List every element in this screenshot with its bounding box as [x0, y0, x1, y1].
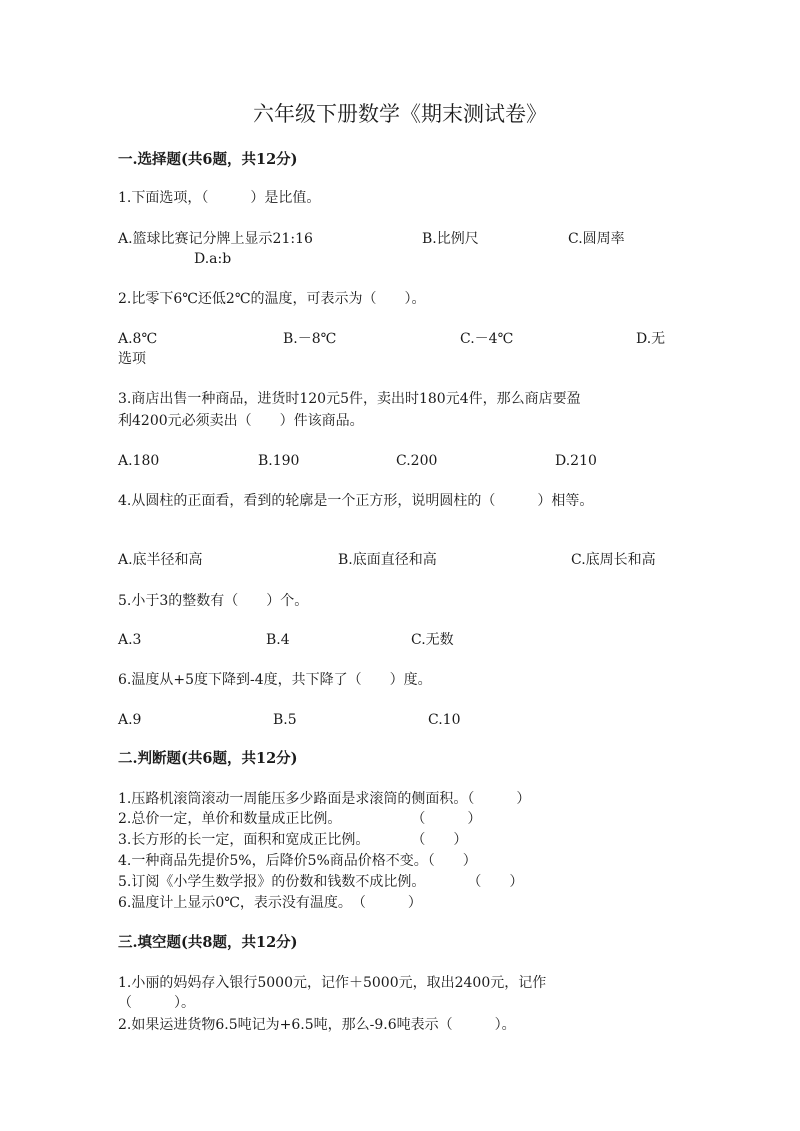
question-stem: 3.商店出售一种商品，进货时120元5件，卖出时180元4件，那么商店要盈 [118, 391, 581, 407]
question-stem-continuation: 利4200元必须卖出（ ）件该商品。 [118, 413, 364, 429]
option-b: B.190 [258, 453, 300, 469]
judgement-item: 2.总价一定，单价和数量成正比例。 （ ） [118, 811, 482, 827]
option-c: C.无数 [411, 632, 454, 648]
page-title: 六年级下册数学《期末测试卷》 [253, 102, 547, 126]
judgement-item: 4.一种商品先提价5%，后降价5%商品价格不变。（ ） [118, 853, 477, 869]
option-c: C.圆周率 [568, 231, 625, 247]
option-d: D.210 [555, 453, 597, 469]
option-a: A.8℃ [118, 331, 158, 347]
option-d: D.无 [636, 331, 666, 347]
question-stem: 4.从圆柱的正面看，看到的轮廓是一个正方形，说明圆柱的（ ）相等。 [118, 493, 594, 509]
fill-in-item: 1.小丽的妈妈存入银行5000元，记作＋5000元，取出2400元，记作 [118, 975, 547, 991]
option-d-continuation: 选项 [118, 351, 146, 367]
question-stem: 5.小于3的整数有（ ）个。 [118, 593, 309, 609]
question-stem: 6.温度从+5度下降到-4度，共下降了（ ）度。 [118, 672, 432, 688]
option-a: A.9 [118, 712, 142, 728]
option-c: C.－4℃ [460, 331, 514, 347]
option-d: D.a:b [194, 251, 232, 267]
section-heading-choice: 一.选择题(共6题，共12分) [118, 151, 298, 168]
option-c: C.底周长和高 [571, 552, 656, 568]
option-a: A.底半径和高 [118, 552, 203, 568]
option-b: B.比例尺 [422, 231, 479, 247]
judgement-item: 6.温度计上显示0℃，表示没有温度。 （ ） [118, 895, 422, 911]
judgement-item: 5.订阅《小学生数学报》的份数和钱数不成比例。 （ ） [118, 874, 524, 890]
fill-in-item-continuation: （ ）。 [118, 995, 195, 1011]
option-b: B.5 [273, 712, 297, 728]
option-c: C.200 [396, 453, 438, 469]
judgement-item: 1.压路机滚筒滚动一周能压多少路面是求滚筒的侧面积。（ ） [118, 791, 531, 807]
section-heading-fill-in: 三.填空题(共8题，共12分) [118, 934, 298, 951]
option-b: B.－8℃ [283, 331, 337, 347]
option-a: A.180 [118, 453, 160, 469]
option-a: A.篮球比赛记分牌上显示21:16 [118, 231, 313, 247]
judgement-item: 3.长方形的长一定，面积和宽成正比例。 （ ） [118, 832, 468, 848]
question-stem: 2.比零下6℃还低2℃的温度，可表示为（ ）。 [118, 291, 426, 307]
option-a: A.3 [118, 632, 142, 648]
option-c: C.10 [428, 712, 461, 728]
option-b: B.4 [266, 632, 290, 648]
section-heading-judgement: 二.判断题(共6题，共12分) [118, 750, 298, 767]
question-stem: 1.下面选项，（ ）是比值。 [118, 190, 321, 206]
fill-in-item: 2.如果运进货物6.5吨记为+6.5吨，那么-9.6吨表示（ ）。 [118, 1017, 516, 1033]
option-b: B.底面直径和高 [338, 552, 437, 568]
